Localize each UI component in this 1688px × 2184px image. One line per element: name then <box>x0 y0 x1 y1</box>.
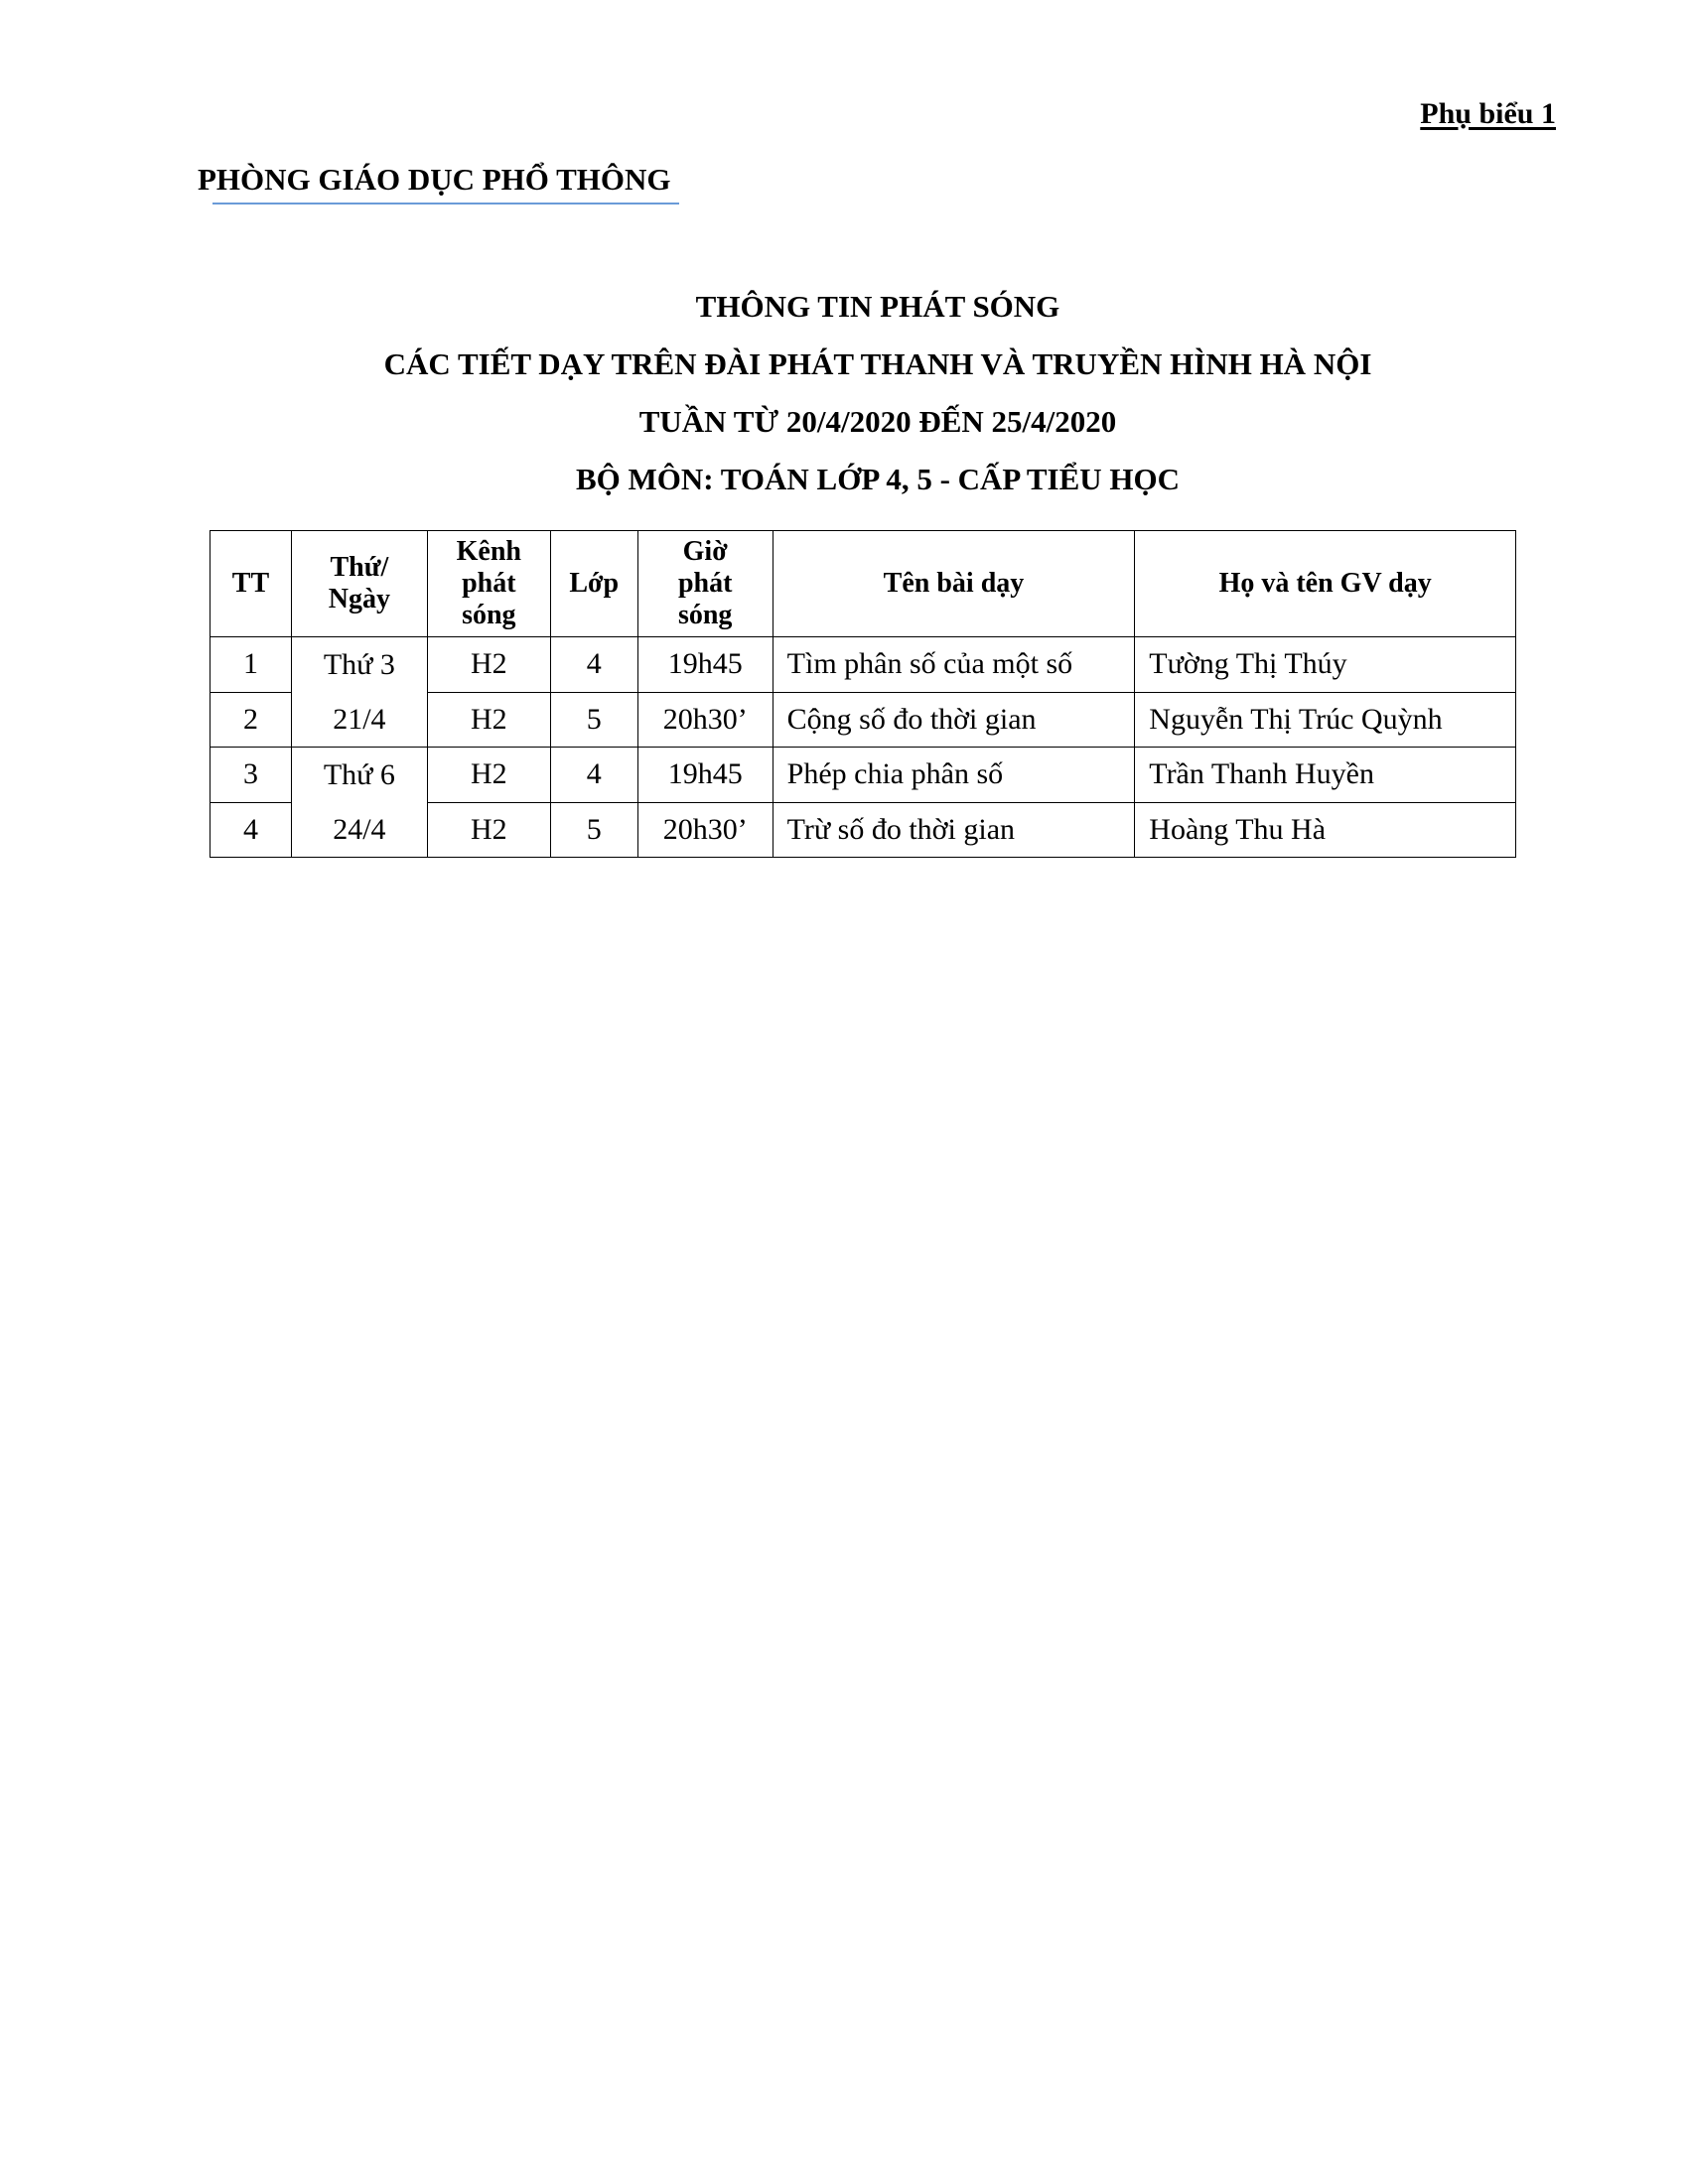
broadcast-schedule-table <box>210 530 1516 858</box>
cell-channel: H2 <box>427 692 550 748</box>
header-time: Giờ phát sóng <box>637 531 773 637</box>
title-line-3: TUẦN TỪ 20/4/2020 ĐẾN 25/4/2020 <box>638 404 1117 439</box>
department-underline <box>212 203 679 205</box>
cell-time: 20h30’ <box>637 802 773 858</box>
header-lesson: Tên bài dạy <box>773 531 1135 637</box>
cell-channel: H2 <box>427 748 550 803</box>
header-teacher: Họ và tên GV dạy <box>1135 531 1516 637</box>
cell-grade: 4 <box>550 637 637 693</box>
cell-teacher: Trần Thanh Huyền <box>1135 748 1516 803</box>
table-row <box>211 748 1516 803</box>
cell-channel: H2 <box>427 802 550 858</box>
cell-grade: 5 <box>550 802 637 858</box>
table-header-row <box>211 531 1516 637</box>
title-line-2: CÁC TIẾT DẠY TRÊN ĐÀI PHÁT THANH VÀ TRUYỀN HÌNH HÀ NỘI <box>383 346 1372 381</box>
cell-lesson: Trừ số đo thời gian <box>773 802 1135 858</box>
table-row <box>211 637 1516 693</box>
title-line-4: BỘ MÔN: TOÁN LỚP 4, 5 - CẤP TIỂU HỌC <box>575 462 1180 496</box>
cell-lesson: Tìm phân số của một số <box>773 637 1135 693</box>
cell-tt: 3 <box>211 748 292 803</box>
header-day: Thứ/ Ngày <box>291 531 427 637</box>
cell-teacher: Hoàng Thu Hà <box>1135 802 1516 858</box>
title-line-1: THÔNG TIN PHÁT SÓNG <box>695 289 1060 324</box>
cell-tt: 2 <box>211 692 292 748</box>
cell-grade: 4 <box>550 748 637 803</box>
cell-date: 21/4 <box>333 703 386 736</box>
cell-teacher: Nguyễn Thị Trúc Quỳnh <box>1135 692 1516 748</box>
cell-lesson: Phép chia phân số <box>773 748 1135 803</box>
cell-day-group <box>291 748 427 858</box>
cell-time: 19h45 <box>637 637 773 693</box>
department-name: PHÒNG GIÁO DỤC PHỔ THÔNG <box>198 162 671 197</box>
cell-grade: 5 <box>550 692 637 748</box>
header-grade: Lớp <box>550 531 637 637</box>
header-channel: Kênh phát sóng <box>427 531 550 637</box>
cell-tt: 4 <box>211 802 292 858</box>
cell-weekday: Thứ 3 <box>323 648 395 681</box>
cell-time: 19h45 <box>637 748 773 803</box>
appendix-label: Phụ biểu 1 <box>1420 97 1556 130</box>
cell-teacher: Tường Thị Thúy <box>1135 637 1516 693</box>
cell-time: 20h30’ <box>637 692 773 748</box>
cell-channel: H2 <box>427 637 550 693</box>
header-tt: TT <box>211 531 292 637</box>
cell-lesson: Cộng số đo thời gian <box>773 692 1135 748</box>
cell-day-group <box>291 637 427 748</box>
cell-date: 24/4 <box>333 813 386 846</box>
cell-weekday: Thứ 6 <box>323 758 395 791</box>
document-title <box>0 278 1688 508</box>
cell-tt: 1 <box>211 637 292 693</box>
